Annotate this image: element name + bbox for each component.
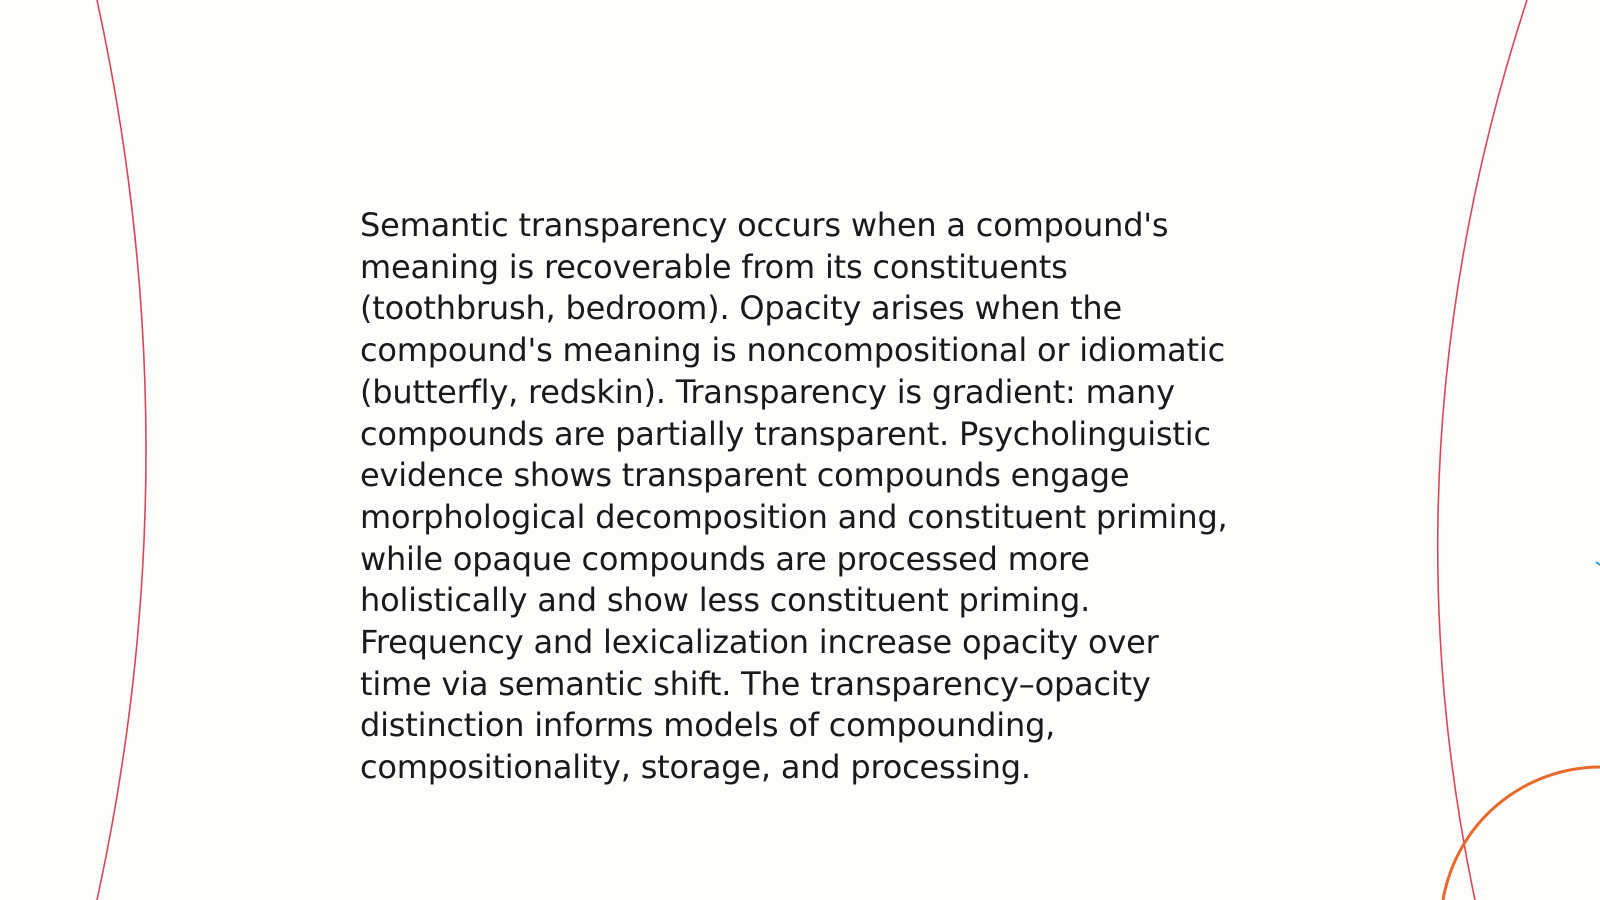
accent-tick xyxy=(1596,562,1600,565)
corner-arc xyxy=(1443,767,1600,900)
body-text: Semantic transparency occurs when a compound's meaning is recoverable from its constituents (toothbrush, bedroom). Opacity arises when the compound's meaning is noncompositional or idiomatic (butterfly, redskin). Transparency is gradient: many compounds are partially transparent. Psycholinguistic evidence shows transparent compounds engage morphological decomposition and constituent priming, while opaque compounds are processed more holistically and show less constituent priming. Frequency and lexicalization increase opacity over time via semantic shift. The transparency–opacity distinction informs models of compounding, compositionality, storage, and processing. xyxy=(360,206,1228,787)
left-arc xyxy=(97,0,146,900)
right-arc xyxy=(1438,0,1527,900)
